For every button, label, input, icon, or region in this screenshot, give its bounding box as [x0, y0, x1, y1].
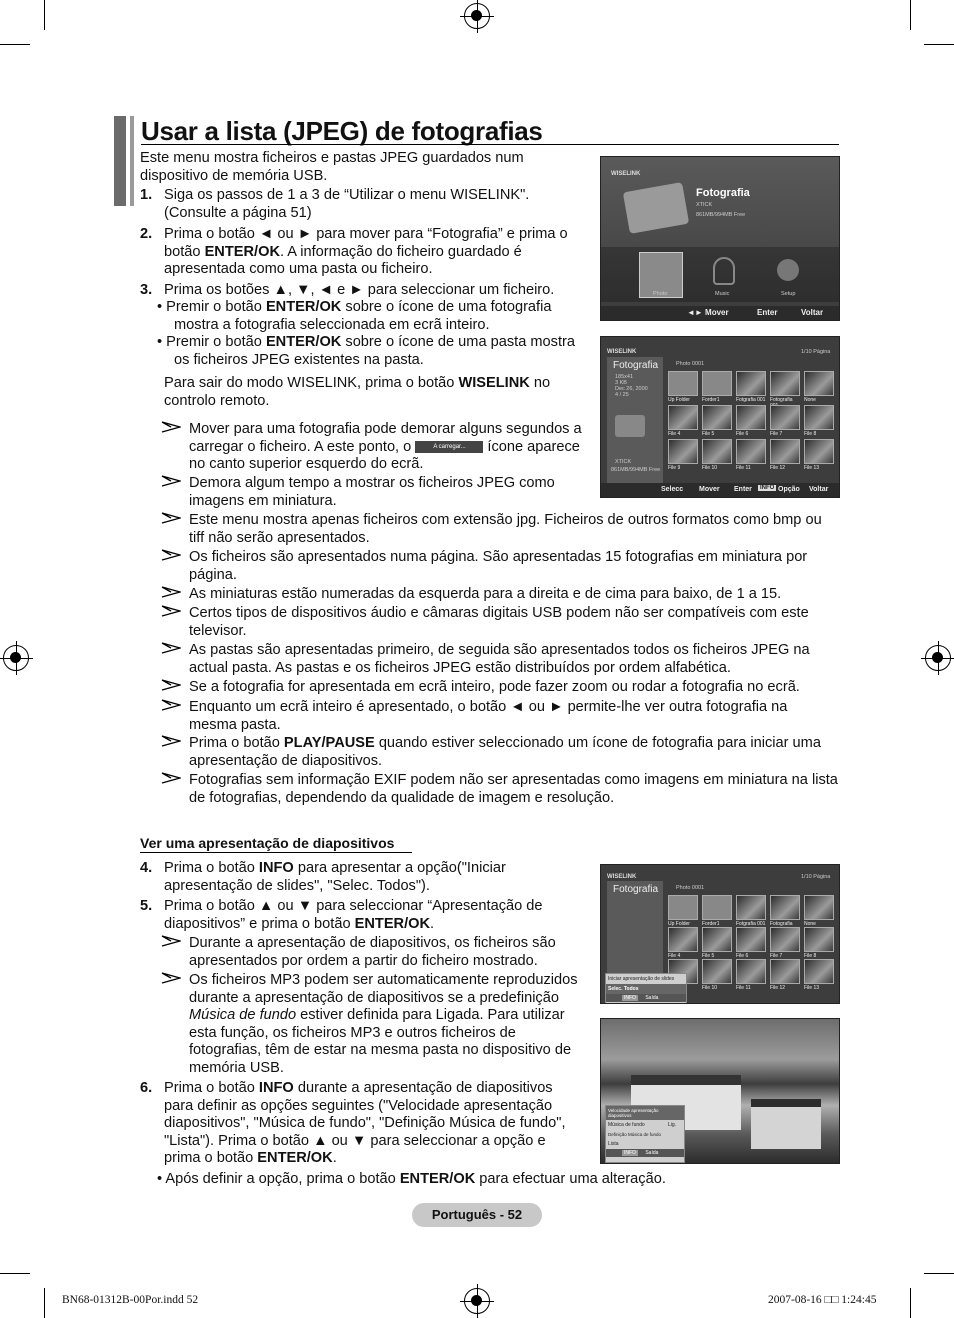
thumbnail-caption: File 7 [770, 431, 783, 437]
footer-back: Voltar [809, 486, 829, 493]
tv-screen-main-menu [600, 156, 840, 321]
page-indicator: 1/10 Página [801, 874, 831, 880]
info-line: Dec 26, 2000 [615, 386, 648, 392]
note-4: Os ficheiros são apresentados numa página. São apresentadas 15 fotografias em miniatura por página. [189, 549, 808, 583]
footer-move: ◄► Mover [687, 308, 729, 317]
thumbnail-caption: File 13 [804, 465, 820, 471]
note-arrow-icon [161, 586, 181, 598]
photo-thumbnail[interactable] [804, 895, 834, 920]
option-popup [605, 1105, 685, 1163]
note-arrow-icon [161, 972, 181, 984]
note-6: Certos tipos de dispositivos áudio e câmaras digitais USB podem não ser compatíveis com este televisor. [189, 605, 809, 639]
side-title: Fotografia [613, 884, 659, 895]
step-4-text: Prima o botão INFO para apresentar a opção("Iniciar apresentação de slides", "Selec. Todos"). [164, 860, 506, 894]
registration-mark-icon [925, 645, 951, 671]
photo-thumbnail[interactable] [736, 371, 766, 396]
intro-text: Este menu mostra ficheiros e pastas JPEG guardados num dispositivo de memória USB. [140, 150, 524, 184]
footer-info-badge: INFO [760, 485, 775, 491]
step-5-text: Prima o botão ▲ ou ▼ para seleccionar “Apresentação de diapositivos” e prima o botão ENTER/OK. [164, 898, 543, 932]
thumbnail-caption: File 9 [668, 465, 681, 471]
step-3-text: Prima os botões ▲, ▼, ◄ e ► para seleccionar um ficheiro. [164, 282, 555, 298]
tv-screen-fullscreen-photo [600, 1018, 840, 1164]
final-bullet: • Após definir a opção, prima o botão ENTER/OK para efectuar uma alteração. [157, 1171, 666, 1187]
screen-footer [601, 306, 839, 320]
photo-thumbnail[interactable] [804, 371, 834, 396]
step-number: 1. [140, 187, 153, 203]
current-file: Photo 0001 [676, 885, 705, 891]
registration-mark-icon [464, 3, 490, 29]
exit-text: Para sair do modo WISELINK, prima o botão WISELINK no controlo remoto. [164, 375, 551, 409]
photo-thumbnail[interactable] [804, 439, 834, 464]
step-number: 2. [140, 226, 153, 242]
step-5-note-1: Durante a apresentação de diapositivos, os ficheiros são apresentados por ordem a partir do ficheiro mostrado. [189, 935, 556, 969]
thumbnail-caption: File 11 [736, 985, 751, 991]
thumbnail-caption: Up Folder [668, 921, 690, 927]
music-menu-label: Music [715, 291, 730, 297]
photo-thumbnail[interactable] [770, 439, 800, 464]
folder-thumbnail[interactable] [668, 895, 698, 920]
thumbnail-caption: Fotografia [770, 921, 793, 927]
step-number: 4. [140, 860, 153, 876]
thumbnail-caption: Fotgrafia 001 [736, 921, 766, 927]
option-popup [605, 973, 687, 1004]
tv-screen-slideshow-menu [600, 864, 840, 1004]
photo-thumbnail[interactable] [770, 927, 800, 952]
music-value: Lig. [667, 1122, 676, 1128]
info-line: 3 KB [615, 380, 627, 386]
screen-title: Fotografia [696, 187, 750, 199]
exit-label: Saída [645, 1150, 659, 1156]
note-arrow-icon [161, 935, 181, 947]
footer-enter: Enter [757, 308, 778, 317]
title-rule [141, 144, 839, 145]
info-line: 185x41 [615, 374, 634, 380]
folder-thumbnail[interactable] [668, 371, 698, 396]
note-arrow-icon [161, 772, 181, 784]
photo-scene [751, 1099, 821, 1149]
step-number: 3. [140, 282, 153, 298]
crop-mark [0, 1273, 30, 1274]
step-6-text: Prima o botão INFO durante a apresentação de diapositivos para definir as opções seguintes ("Velocidade apresentação diapositivos", "Música de fundo", "Definição Música de fundo", "Lista"). Prima o botão ▲ ou ▼ para seleccionar a opção e prima o botão ENTER/OK. [164, 1080, 566, 1167]
thumbnail-caption: File 5 [702, 431, 715, 437]
wiselink-logo: WISELINK [611, 171, 641, 177]
menu-item-slideshow-speed[interactable]: Velocidade apresentação diapositivos [606, 1106, 684, 1120]
photo-thumbnail[interactable] [736, 895, 766, 920]
thumbnail-caption: File 12 [770, 985, 786, 991]
crop-mark [924, 44, 954, 45]
footer-back: Voltar [801, 308, 824, 317]
photo-thumbnail[interactable] [702, 959, 732, 984]
thumbnail-caption: Forder1 [702, 921, 720, 927]
thumbnail-caption: File 4 [668, 953, 681, 959]
note-arrow-icon [161, 421, 181, 433]
photo-thumbnail[interactable] [736, 439, 766, 464]
note-2: Demora algum tempo a mostrar os ficheiros JPEG como imagens em miniatura. [189, 475, 555, 509]
side-title: Fotografia [613, 360, 659, 371]
thumbnail-caption: File 13 [804, 985, 820, 991]
setup-menu-label: Setup [781, 291, 796, 297]
photo-thumbnail[interactable] [736, 927, 766, 952]
thumbnail-caption: Fotgrafia 001 [736, 397, 766, 403]
footer-select: Selecc [661, 486, 684, 493]
thumbnail-caption: Forder1 [702, 397, 720, 403]
footer-option: Opção [778, 486, 800, 493]
photo-thumbnail[interactable] [702, 927, 732, 952]
note-arrow-icon [161, 475, 181, 487]
setup-menu-icon[interactable] [777, 259, 799, 281]
tv-screen-photo-list [600, 336, 840, 498]
thumbnail-caption: File 5 [702, 953, 715, 959]
thumbnail-caption: None [804, 397, 816, 403]
info-line: 4 / 25 [615, 392, 629, 398]
photo-thumbnail[interactable] [668, 405, 698, 430]
title-bar-decoration [114, 116, 126, 206]
note-arrow-icon [161, 549, 181, 561]
note-8: Se a fotografia for apresentada em ecrã inteiro, pode fazer zoom ou rodar a fotografia no ecrã. [189, 679, 800, 695]
device-free-space: 861MB/994MB Free [696, 212, 746, 218]
footer-move: Mover [699, 486, 720, 493]
photo-thumbnail[interactable] [804, 959, 834, 984]
thumbnail-caption: File 10 [702, 985, 718, 991]
thumbnail-caption: Up Folder [668, 397, 690, 403]
menu-item-select-all[interactable]: Selec. Todos [606, 984, 686, 994]
thumbnail-caption: None [804, 921, 816, 927]
photo-thumbnail[interactable] [770, 959, 800, 984]
music-menu-icon[interactable] [713, 257, 735, 285]
menu-item-background-music[interactable]: Música de fundo Lig. [608, 1122, 676, 1128]
note-10: Prima o botão PLAY/PAUSE quando estiver seleccionado um ícone de fotografia para iniciar uma apresentação de diapositivos. [189, 735, 821, 769]
popup-footer [606, 1149, 684, 1157]
crop-mark [44, 0, 45, 30]
info-panel [607, 881, 663, 986]
device-name: XTICK [615, 459, 632, 465]
footer-timestamp: 2007-08-16 □□ 1:24:45 [768, 1294, 877, 1306]
wiselink-logo: WISELINK [607, 874, 637, 880]
camera-graphic-icon [623, 182, 689, 234]
photo-thumbnail[interactable] [668, 439, 698, 464]
page-number-badge: Português - 52 [412, 1203, 542, 1227]
wiselink-logo: WISELINK [607, 349, 637, 355]
step-3-bullet-2: • Premir o botão ENTER/OK sobre o ícone de uma pasta mostra os ficheiros JPEG existentes na pasta. [157, 334, 575, 368]
note-11: Fotografias sem informação EXIF podem não ser apresentadas como imagens em miniatura na lista de fotografias, dependendo da qualidade de imagem e resolução. [189, 772, 838, 806]
crop-mark [0, 44, 30, 45]
info-badge: INFO [624, 995, 636, 1001]
note-arrow-icon [161, 642, 181, 654]
folder-thumbnail[interactable] [702, 895, 732, 920]
page-title: Usar a lista (JPEG) de fotografias [141, 116, 543, 146]
crop-mark [910, 0, 911, 30]
photo-menu-label: Photo [653, 291, 668, 297]
thumbnail-caption: File 8 [804, 431, 817, 437]
current-file: Photo 0001 [676, 361, 705, 367]
step-5-note-2: Os ficheiros MP3 podem ser automaticamente reproduzidos durante a apresentação de diapositivos se a predefinição Música de fundo estiver definida para Ligada. Para utilizar esta função, os ficheiros MP3 e outros ficheiros de fotografias, têm de estar na mesma pasta no dispositivo de memória USB. [189, 972, 578, 1076]
thumbnail-caption: File 10 [702, 465, 718, 471]
crop-mark [910, 1288, 911, 1318]
note-3: Este menu mostra apenas ficheiros com extensão jpg. Ficheiros de outros formatos como bmp ou tiff não serão apresentados. [189, 512, 822, 546]
menu-item-start-slideshow[interactable]: Iniciar apresentação de slides [608, 976, 675, 982]
footer-file-info: BN68-01312B-00Por.indd 52 [62, 1294, 199, 1306]
step-3-bullet-1: • Premir o botão ENTER/OK sobre o ícone de uma fotografia mostra a fotografia seleccionada em ecrã inteiro. [157, 299, 552, 333]
thumbnail-caption: File 8 [804, 953, 817, 959]
info-badge: INFO [624, 1150, 636, 1156]
photo-thumbnail[interactable] [770, 895, 800, 920]
photo-thumbnail[interactable] [770, 405, 800, 430]
camera-graphic-icon [615, 415, 645, 437]
page-indicator: 1/10 Página [801, 349, 831, 355]
thumbnail-caption: File 6 [736, 431, 749, 437]
thumbnail-caption: File 7 [770, 953, 783, 959]
popup-footer [606, 994, 686, 1002]
subheading-text: Ver uma apresentação de diapositivos [140, 835, 395, 851]
note-arrow-icon [161, 735, 181, 747]
menu-item-list[interactable]: Lista [608, 1141, 619, 1147]
section-subheading [140, 835, 394, 851]
screen-footer [601, 483, 839, 497]
registration-mark-icon [3, 645, 29, 671]
note-7: As pastas são apresentadas primeiro, de seguida são apresentados todos os ficheiros JPEG na actual pasta. As pastas e os ficheiros JPEG estão distribuídos por ordem alfabética. [189, 642, 810, 676]
thumbnail-caption: File 11 [736, 465, 751, 471]
menu-item-music-setting[interactable]: Definição Música de fundo [608, 1132, 662, 1137]
thumbnail-caption: Fotografia [770, 397, 793, 403]
title-bar-decoration [130, 116, 134, 206]
device-name: XTICK [696, 202, 713, 208]
crop-mark [44, 1288, 45, 1318]
footer-enter: Enter [734, 486, 752, 493]
thumbnail-caption: File 4 [668, 431, 681, 437]
folder-thumbnail[interactable] [702, 371, 732, 396]
photo-thumbnail[interactable] [804, 927, 834, 952]
step-2-text: Prima o botão ◄ ou ► para mover para “Fotografia” e prima o botão ENTER/OK. A informação do ficheiro guardado é apresentada como uma pasta ou ficheiro. [164, 226, 568, 278]
registration-mark-icon [464, 1288, 490, 1314]
note-arrow-icon [161, 699, 181, 711]
photo-thumbnail[interactable] [702, 405, 732, 430]
thumbnail-caption: File 6 [736, 953, 749, 959]
note-arrow-icon [161, 512, 181, 524]
photo-thumbnail[interactable] [702, 439, 732, 464]
photo-thumbnail[interactable] [770, 371, 800, 396]
photo-thumbnail[interactable] [736, 959, 766, 984]
note-1: Mover para uma fotografia pode demorar alguns segundos a carregar o ficheiro. A este ponto, o A carregar... ícone aparece no canto superior esquerdo do ecrã. [189, 421, 582, 473]
step-number: 5. [140, 898, 153, 914]
crop-mark [924, 1273, 954, 1274]
note-arrow-icon [161, 605, 181, 617]
subheading-underline [140, 852, 412, 853]
note-9: Enquanto um ecrã inteiro é apresentado, o botão ◄ ou ► permite-lhe ver outra fotografia na mesma pasta. [189, 699, 788, 733]
step-1-text: Siga os passos de 1 a 3 de “Utilizar o menu WISELINK". (Consulte a página 51) [164, 187, 530, 221]
photo-thumbnail[interactable] [668, 927, 698, 952]
exit-label: Saída [645, 995, 659, 1001]
photo-thumbnail[interactable] [804, 405, 834, 430]
thumbnail-caption: File 12 [770, 465, 786, 471]
device-free-space: 861MB/994MB Free [611, 467, 661, 473]
loading-indicator-icon: A carregar... [415, 441, 483, 453]
note-5: As miniaturas estão numeradas da esquerda para a direita e de cima para baixo, de 1 a 15. [189, 586, 782, 602]
photo-thumbnail[interactable] [736, 405, 766, 430]
step-number: 6. [140, 1080, 153, 1096]
note-arrow-icon [161, 679, 181, 691]
